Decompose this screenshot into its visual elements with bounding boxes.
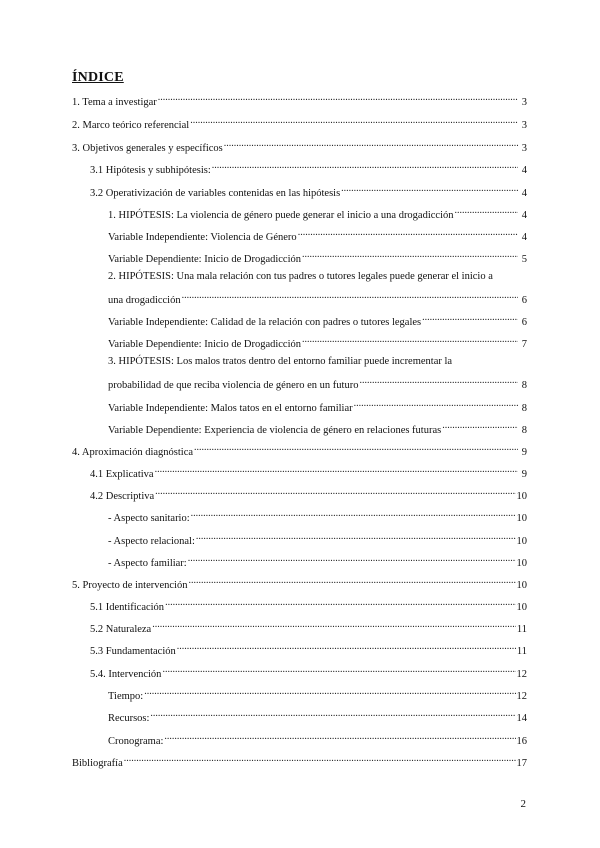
toc-leader-dots (165, 596, 515, 610)
toc-entry[interactable] (108, 552, 527, 569)
toc-leader-dots (341, 182, 518, 196)
toc-entry-page: 16 (516, 736, 527, 747)
toc-entry-label: 5.2 Naturaleza (90, 624, 152, 635)
toc-entry-page: 9 (521, 447, 527, 458)
toc-entry[interactable] (90, 463, 527, 480)
toc-entry[interactable] (108, 333, 527, 350)
toc-leader-dots (212, 159, 518, 173)
toc-entry-label: Variable Dependiente: Experiencia de violencia de género en relaciones futuras (108, 425, 442, 436)
toc-entry-label: Variable Independiente: Malos tatos en el entorno familiar (108, 403, 353, 414)
toc-entry-page: 3 (521, 143, 527, 154)
toc-leader-dots (422, 311, 518, 325)
toc-entry-page: 8 (521, 403, 527, 414)
toc-leader-dots (162, 663, 515, 677)
toc-leader-dots (302, 248, 518, 262)
toc-leader-dots (158, 91, 518, 105)
toc-entry-page: 4 (521, 210, 527, 221)
toc-entry[interactable] (90, 485, 527, 502)
toc-entry-page: 14 (516, 713, 527, 724)
toc-entry-label: Variable Dependiente: Inicio de Drogadicción (108, 254, 302, 265)
toc-entry-label: 3. Objetivos generales y específicos (72, 143, 223, 154)
toc-entry-label: 1. HIPÓTESIS: La violencia de género puede generar el inicio a una drogadicción (108, 210, 454, 221)
toc-leader-dots (188, 574, 515, 588)
toc-entry-label: 4.1 Explicativa (90, 469, 154, 480)
page-title: ÍNDICE (72, 70, 124, 85)
toc-entry-page: 12 (516, 669, 527, 680)
toc-leader-dots (224, 137, 518, 151)
toc-entry[interactable] (90, 596, 527, 613)
toc-entry-label: 5. Proyecto de intervención (72, 580, 188, 591)
toc-entry-page: 10 (516, 602, 527, 613)
toc-entry-page: 8 (521, 380, 527, 391)
toc-entry-page: 10 (516, 558, 527, 569)
toc-entry-label: 2. Marco teórico referencial (72, 120, 190, 131)
toc-entry-label: Bibliografía (72, 758, 123, 769)
toc-leader-dots (164, 730, 515, 744)
toc-entry-page: 8 (521, 425, 527, 436)
toc-entry[interactable] (108, 248, 527, 265)
toc-entry[interactable] (108, 226, 527, 243)
toc-entry-label: Variable Dependiente: Inicio de Drogadicción (108, 339, 302, 350)
toc-entry[interactable] (90, 640, 527, 657)
toc-entry-page: 11 (516, 646, 527, 657)
toc-entry[interactable] (90, 159, 527, 176)
toc-entry[interactable] (72, 441, 527, 458)
toc-entry[interactable] (108, 289, 527, 306)
toc-entry-page: 4 (521, 165, 527, 176)
toc-entry-page: 17 (516, 758, 527, 769)
toc-entry-label: probabilidad de que reciba violencia de género en un futuro (108, 380, 359, 391)
toc-entry[interactable] (108, 374, 527, 391)
toc-entry[interactable] (108, 419, 527, 436)
toc-entry-page: 6 (521, 295, 527, 306)
toc-entry-page: 10 (516, 580, 527, 591)
toc-entry-page: 7 (521, 339, 527, 350)
toc-leader-dots (302, 333, 518, 347)
toc-entry-label: 5.4. Intervención (90, 669, 162, 680)
toc-entry-label-line1[interactable]: 3. HIPÓTESIS: Los malos tratos dentro del entorno familiar puede incrementar la (108, 356, 453, 367)
toc-entry-label: Variable Independiente: Calidad de la relación con padres o tutores legales (108, 317, 422, 328)
toc-entry[interactable] (90, 182, 527, 199)
toc-entry-label: Cronograma: (108, 736, 164, 747)
toc-leader-dots (298, 226, 518, 240)
toc-entry[interactable] (108, 311, 527, 328)
toc-entry-label-line1[interactable]: 2. HIPÓTESIS: Una mala relación con tus padres o tutores legales puede generar el inicio a (108, 271, 493, 282)
toc-leader-dots (150, 707, 515, 721)
toc-leader-dots (124, 752, 516, 766)
toc-entry[interactable] (72, 91, 527, 108)
toc-entry[interactable] (72, 574, 527, 591)
toc-leader-dots (359, 374, 518, 388)
toc-leader-dots (155, 463, 518, 477)
toc-leader-dots (152, 618, 516, 632)
toc-entry[interactable] (90, 663, 527, 680)
toc-entry-page: 12 (516, 691, 527, 702)
toc-leader-dots (188, 552, 516, 566)
toc-entry-label: 1. Tema a investigar (72, 97, 157, 108)
toc-leader-dots (442, 419, 518, 433)
toc-entry[interactable] (72, 114, 527, 131)
toc-entry-page: 9 (521, 469, 527, 480)
toc-entry-page: 4 (521, 232, 527, 243)
toc-entry[interactable] (108, 397, 527, 414)
toc-entry-page: 5 (521, 254, 527, 265)
toc-entry-page: 10 (516, 491, 527, 502)
toc-entry[interactable] (108, 507, 527, 524)
toc-leader-dots (190, 114, 518, 128)
toc-entry[interactable] (108, 730, 527, 747)
toc-leader-dots (182, 289, 518, 303)
toc-entry-label: 4.2 Descriptiva (90, 491, 155, 502)
toc-entry-page: 6 (521, 317, 527, 328)
toc-entry-page: 10 (516, 513, 527, 524)
toc-entry-label: 4. Aproximación diagnóstica (72, 447, 194, 458)
toc-entry[interactable] (108, 204, 527, 221)
toc-entry-page: 3 (521, 120, 527, 131)
toc-leader-dots (144, 685, 515, 699)
toc-entry-label: 3.1 Hipótesis y subhipótesis: (90, 165, 211, 176)
toc-leader-dots (194, 441, 518, 455)
toc-entry-label: Variable Independiente: Violencia de Género (108, 232, 297, 243)
toc-entry-page: 4 (521, 188, 527, 199)
toc-leader-dots (455, 204, 518, 218)
toc-entry-label: Tiempo: (108, 691, 144, 702)
toc-entry-label: - Aspecto sanitario: (108, 513, 190, 524)
toc-entry[interactable] (72, 752, 527, 769)
toc-entry[interactable] (108, 530, 527, 547)
toc-entry-label: Recursos: (108, 713, 150, 724)
toc-entry[interactable] (108, 707, 527, 724)
toc-entry[interactable] (108, 685, 527, 702)
toc-leader-dots (155, 485, 515, 499)
toc-entry-label: - Aspecto relacional: (108, 536, 195, 547)
toc-entry[interactable] (90, 618, 527, 635)
toc-leader-dots (177, 640, 516, 654)
toc-entry-label: 3.2 Operativización de variables contenidas en las hipótesis (90, 188, 341, 199)
page-number: 2 (520, 798, 526, 810)
toc-entry[interactable] (72, 137, 527, 154)
toc-entry-page: 10 (516, 536, 527, 547)
toc-leader-dots (196, 530, 516, 544)
toc-entry-page: 11 (516, 624, 527, 635)
toc-entry-label: - Aspecto familiar: (108, 558, 187, 569)
toc-entry-label: 5.1 Identificación (90, 602, 165, 613)
toc-leader-dots (191, 507, 516, 521)
toc-entry-label: una drogadicción (108, 295, 181, 306)
toc-leader-dots (354, 397, 518, 411)
toc-entry-label: 5.3 Fundamentación (90, 646, 176, 657)
toc-entry-page: 3 (521, 97, 527, 108)
